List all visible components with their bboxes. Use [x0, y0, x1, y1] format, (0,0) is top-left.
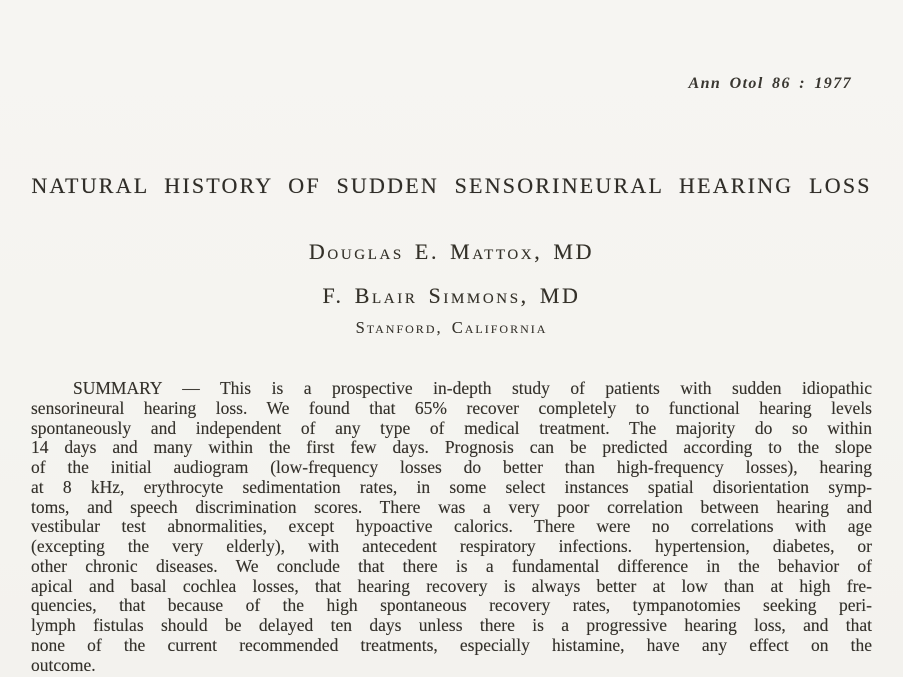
author-affiliation: Stanford, California: [355, 318, 548, 337]
summary-line: quencies, that because of the high spontaneous recovery rates, tympanotomies seeking peri-: [31, 595, 872, 616]
summary-line: of the initial audiogram (low-frequency losses do better than high-frequency losses), hearing: [31, 457, 872, 477]
summary-line: other chronic diseases. We conclude that there is a fundamental difference in the behavior of: [31, 555, 872, 576]
author-name-1: Douglas E. Mattox, MD: [308, 239, 595, 264]
article-title: NATURAL HISTORY OF SUDDEN SENSORINEURAL HEARING LOSS: [31, 173, 872, 198]
summary-line: lymph fistulas should be delayed ten days unless there is a progressive hearing loss, and that: [31, 615, 872, 635]
summary-paragraph: [31, 379, 872, 675]
summary-line: toms, and speech discrimination scores. There was a very poor correlation between hearing and: [31, 496, 872, 517]
author-name-2: F. Blair Simmons, MD: [322, 283, 581, 308]
summary-line: 14 days and many within the first few days. Prognosis can be predicted according to the slope: [31, 437, 872, 458]
summary-line: spontaneously and independent of any type of medical treatment. The majority do so within: [31, 417, 872, 438]
summary-line: sensorineural hearing loss. We found that 65% recover completely to functional hearing levels: [31, 397, 872, 418]
summary-line: outcome.: [31, 654, 96, 675]
summary-line: vestibular test abnormalities, except hypoactive calorics. There were no correlations with age: [31, 516, 872, 537]
journal-citation: Ann Otol 86 : 1977: [688, 75, 852, 92]
summary-line: apical and basal cochlea losses, that hearing recovery is always better at low than at high fre-: [31, 575, 872, 596]
summary-line: at 8 kHz, erythrocyte sedimentation rates, in some select instances spatial disorientation symp-: [31, 476, 872, 497]
summary-line: SUMMARY — This is a prospective in-depth study of patients with sudden idiopathic: [73, 378, 872, 398]
summary-line: (excepting the very elderly), with antecedent respiratory infections. hypertension, diabetes, or: [31, 536, 872, 556]
summary-line: none of the current recommended treatments, especially histamine, have any effect on the: [31, 634, 872, 655]
